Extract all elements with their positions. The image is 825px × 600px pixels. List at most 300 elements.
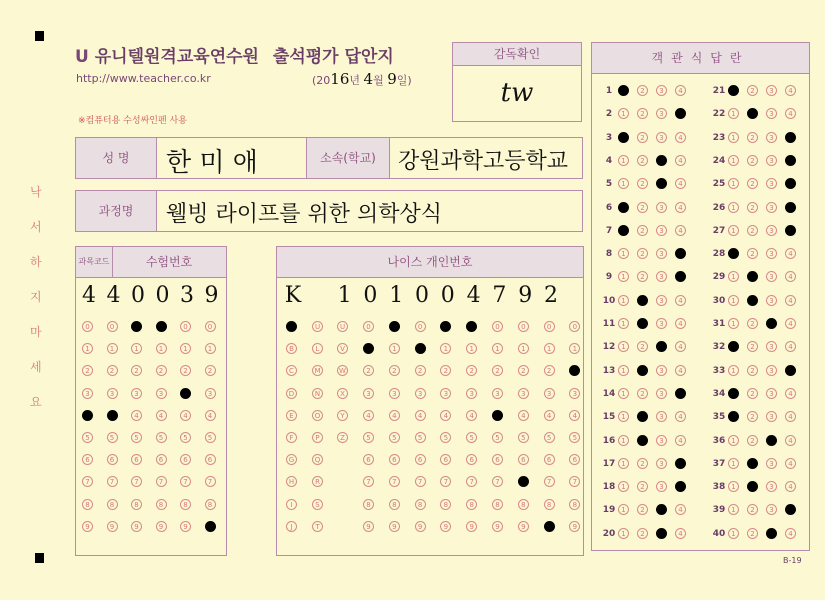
neis-digit-bubble[interactable]: 8	[389, 499, 400, 510]
neis-letter-bubble[interactable]: A	[286, 321, 297, 332]
answer-bubble[interactable]: 4	[675, 318, 686, 329]
neis-digit-bubble[interactable]: 5	[466, 432, 477, 443]
exam-code-bubble[interactable]: 7	[180, 476, 191, 487]
exam-code-bubble[interactable]: 6	[82, 454, 93, 465]
answer-bubble[interactable]: 1	[728, 202, 739, 213]
neis-digit-bubble[interactable]: 5	[363, 432, 374, 443]
answer-bubble[interactable]: 1	[618, 85, 629, 96]
neis-digit-bubble[interactable]: 2	[492, 365, 503, 376]
answer-bubble[interactable]: 3	[766, 85, 777, 96]
neis-digit-bubble[interactable]: 1	[518, 343, 529, 354]
neis-digit-bubble[interactable]: 5	[440, 432, 451, 443]
neis-digit-bubble[interactable]: 1	[415, 343, 426, 354]
answer-bubble[interactable]: 2	[747, 528, 758, 539]
answer-bubble[interactable]: 3	[656, 481, 667, 492]
neis-digit-bubble[interactable]: 4	[569, 410, 580, 421]
neis-letter-bubble[interactable]: I	[286, 499, 297, 510]
neis-digit-bubble[interactable]: 3	[415, 388, 426, 399]
neis-digit-bubble[interactable]: 2	[569, 365, 580, 376]
answer-bubble[interactable]: 2	[637, 388, 648, 399]
exam-code-bubble[interactable]: 2	[107, 365, 118, 376]
exam-code-bubble[interactable]: 7	[107, 476, 118, 487]
answer-bubble[interactable]: 2	[637, 504, 648, 515]
answer-bubble[interactable]: 1	[618, 528, 629, 539]
neis-digit-bubble[interactable]: 1	[466, 343, 477, 354]
exam-code-bubble[interactable]: 4	[82, 410, 93, 421]
answer-bubble[interactable]: 3	[766, 388, 777, 399]
answer-bubble[interactable]: 4	[675, 132, 686, 143]
answer-bubble[interactable]: 3	[656, 458, 667, 469]
answer-bubble[interactable]: 2	[637, 155, 648, 166]
answer-bubble[interactable]: 4	[785, 295, 796, 306]
neis-digit-bubble[interactable]: 9	[569, 521, 580, 532]
answer-bubble[interactable]: 4	[675, 225, 686, 236]
neis-digit-bubble[interactable]: 7	[415, 476, 426, 487]
exam-code-bubble[interactable]: 8	[156, 499, 167, 510]
neis-digit-bubble[interactable]: 2	[544, 365, 555, 376]
exam-code-bubble[interactable]: 7	[82, 476, 93, 487]
answer-bubble[interactable]: 1	[618, 341, 629, 352]
exam-code-bubble[interactable]: 9	[205, 521, 216, 532]
answer-bubble[interactable]: 4	[675, 411, 686, 422]
answer-bubble[interactable]: 1	[618, 202, 629, 213]
neis-digit-bubble[interactable]: 7	[569, 476, 580, 487]
exam-code-bubble[interactable]: 5	[156, 432, 167, 443]
neis-digit-bubble[interactable]: 2	[389, 365, 400, 376]
exam-code-bubble[interactable]: 9	[180, 521, 191, 532]
answer-bubble[interactable]: 2	[637, 85, 648, 96]
answer-bubble[interactable]: 3	[766, 295, 777, 306]
neis-letter-bubble[interactable]: C	[286, 365, 297, 376]
exam-code-bubble[interactable]: 1	[131, 343, 142, 354]
answer-bubble[interactable]: 1	[618, 178, 629, 189]
answer-bubble[interactable]: 3	[656, 225, 667, 236]
answer-bubble[interactable]: 3	[656, 318, 667, 329]
neis-digit-bubble[interactable]: 1	[363, 343, 374, 354]
answer-bubble[interactable]: 2	[747, 504, 758, 515]
neis-digit-bubble[interactable]: 9	[389, 521, 400, 532]
answer-bubble[interactable]: 1	[728, 248, 739, 259]
answer-bubble[interactable]: 4	[785, 528, 796, 539]
answer-bubble[interactable]: 4	[675, 528, 686, 539]
neis-letter-bubble[interactable]: F	[286, 432, 297, 443]
answer-bubble[interactable]: 3	[656, 341, 667, 352]
answer-bubble[interactable]: 3	[766, 435, 777, 446]
answer-bubble[interactable]: 2	[747, 225, 758, 236]
answer-bubble[interactable]: 1	[728, 388, 739, 399]
neis-digit-bubble[interactable]: 4	[363, 410, 374, 421]
neis-digit-bubble[interactable]: 3	[389, 388, 400, 399]
answer-bubble[interactable]: 3	[656, 85, 667, 96]
answer-bubble[interactable]: 1	[618, 108, 629, 119]
answer-bubble[interactable]: 2	[747, 202, 758, 213]
answer-bubble[interactable]: 2	[637, 271, 648, 282]
answer-bubble[interactable]: 2	[747, 271, 758, 282]
neis-letter-bubble[interactable]: O	[312, 410, 323, 421]
answer-bubble[interactable]: 4	[785, 225, 796, 236]
answer-bubble[interactable]: 2	[747, 132, 758, 143]
answer-bubble[interactable]: 2	[747, 108, 758, 119]
exam-code-bubble[interactable]: 0	[82, 321, 93, 332]
answer-bubble[interactable]: 4	[785, 504, 796, 515]
answer-bubble[interactable]: 1	[618, 504, 629, 515]
neis-digit-bubble[interactable]: 0	[440, 321, 451, 332]
answer-bubble[interactable]: 1	[728, 365, 739, 376]
neis-letter-bubble[interactable]: D	[286, 388, 297, 399]
answer-bubble[interactable]: 4	[675, 295, 686, 306]
exam-code-bubble[interactable]: 6	[156, 454, 167, 465]
answer-bubble[interactable]: 1	[618, 411, 629, 422]
answer-bubble[interactable]: 3	[766, 271, 777, 282]
exam-code-bubble[interactable]: 2	[205, 365, 216, 376]
answer-bubble[interactable]: 3	[656, 365, 667, 376]
neis-digit-bubble[interactable]: 8	[363, 499, 374, 510]
neis-digit-bubble[interactable]: 9	[466, 521, 477, 532]
answer-bubble[interactable]: 1	[618, 435, 629, 446]
answer-bubble[interactable]: 4	[785, 318, 796, 329]
answer-bubble[interactable]: 2	[747, 178, 758, 189]
answer-bubble[interactable]: 3	[656, 411, 667, 422]
exam-code-bubble[interactable]: 5	[131, 432, 142, 443]
answer-bubble[interactable]: 1	[728, 411, 739, 422]
neis-digit-bubble[interactable]: 3	[440, 388, 451, 399]
exam-code-bubble[interactable]: 1	[107, 343, 118, 354]
neis-digit-bubble[interactable]: 7	[518, 476, 529, 487]
answer-bubble[interactable]: 4	[675, 178, 686, 189]
answer-bubble[interactable]: 4	[675, 388, 686, 399]
neis-digit-bubble[interactable]: 0	[389, 321, 400, 332]
answer-bubble[interactable]: 3	[766, 504, 777, 515]
neis-letter-bubble[interactable]: W	[337, 365, 348, 376]
answer-bubble[interactable]: 4	[785, 435, 796, 446]
neis-digit-bubble[interactable]: 7	[363, 476, 374, 487]
exam-code-bubble[interactable]: 5	[205, 432, 216, 443]
answer-bubble[interactable]: 1	[618, 225, 629, 236]
exam-code-bubble[interactable]: 6	[180, 454, 191, 465]
exam-code-bubble[interactable]: 2	[156, 365, 167, 376]
neis-digit-bubble[interactable]: 4	[440, 410, 451, 421]
answer-bubble[interactable]: 1	[618, 365, 629, 376]
answer-bubble[interactable]: 3	[766, 341, 777, 352]
exam-code-bubble[interactable]: 9	[107, 521, 118, 532]
answer-bubble[interactable]: 4	[675, 155, 686, 166]
neis-digit-bubble[interactable]: 5	[569, 432, 580, 443]
neis-digit-bubble[interactable]: 9	[518, 521, 529, 532]
exam-code-bubble[interactable]: 1	[82, 343, 93, 354]
exam-code-bubble[interactable]: 3	[131, 388, 142, 399]
neis-digit-bubble[interactable]: 9	[415, 521, 426, 532]
neis-digit-bubble[interactable]: 0	[569, 321, 580, 332]
answer-bubble[interactable]: 4	[785, 85, 796, 96]
neis-digit-bubble[interactable]: 0	[544, 321, 555, 332]
neis-digit-bubble[interactable]: 8	[569, 499, 580, 510]
answer-bubble[interactable]: 2	[747, 365, 758, 376]
answer-bubble[interactable]: 1	[728, 178, 739, 189]
neis-digit-bubble[interactable]: 3	[363, 388, 374, 399]
neis-digit-bubble[interactable]: 6	[415, 454, 426, 465]
neis-digit-bubble[interactable]: 4	[544, 410, 555, 421]
exam-code-bubble[interactable]: 9	[156, 521, 167, 532]
answer-bubble[interactable]: 1	[728, 155, 739, 166]
exam-code-bubble[interactable]: 7	[205, 476, 216, 487]
answer-bubble[interactable]: 2	[747, 295, 758, 306]
neis-letter-bubble[interactable]: N	[312, 388, 323, 399]
answer-bubble[interactable]: 2	[747, 155, 758, 166]
neis-letter-bubble[interactable]: Y	[337, 410, 348, 421]
answer-bubble[interactable]: 1	[618, 271, 629, 282]
exam-code-bubble[interactable]: 9	[82, 521, 93, 532]
answer-bubble[interactable]: 3	[656, 271, 667, 282]
neis-digit-bubble[interactable]: 3	[466, 388, 477, 399]
answer-bubble[interactable]: 2	[747, 388, 758, 399]
answer-bubble[interactable]: 4	[675, 85, 686, 96]
neis-digit-bubble[interactable]: 1	[544, 343, 555, 354]
neis-digit-bubble[interactable]: 8	[544, 499, 555, 510]
answer-bubble[interactable]: 3	[656, 528, 667, 539]
exam-code-bubble[interactable]: 2	[180, 365, 191, 376]
exam-code-bubble[interactable]: 4	[131, 410, 142, 421]
answer-bubble[interactable]: 1	[618, 388, 629, 399]
answer-bubble[interactable]: 1	[618, 295, 629, 306]
neis-digit-bubble[interactable]: 0	[415, 321, 426, 332]
neis-digit-bubble[interactable]: 0	[466, 321, 477, 332]
answer-bubble[interactable]: 3	[656, 435, 667, 446]
answer-bubble[interactable]: 4	[785, 388, 796, 399]
answer-bubble[interactable]: 3	[766, 248, 777, 259]
neis-letter-bubble[interactable]: H	[286, 476, 297, 487]
neis-letter-bubble[interactable]: T	[312, 521, 323, 532]
neis-digit-bubble[interactable]: 8	[440, 499, 451, 510]
neis-letter-bubble[interactable]: G	[286, 454, 297, 465]
answer-bubble[interactable]: 4	[785, 132, 796, 143]
answer-bubble[interactable]: 4	[785, 365, 796, 376]
exam-code-bubble[interactable]: 9	[131, 521, 142, 532]
exam-code-bubble[interactable]: 4	[107, 410, 118, 421]
neis-digit-bubble[interactable]: 9	[440, 521, 451, 532]
answer-bubble[interactable]: 3	[766, 225, 777, 236]
answer-bubble[interactable]: 4	[675, 504, 686, 515]
exam-code-bubble[interactable]: 6	[131, 454, 142, 465]
neis-digit-bubble[interactable]: 8	[492, 499, 503, 510]
answer-bubble[interactable]: 2	[747, 411, 758, 422]
answer-bubble[interactable]: 2	[637, 528, 648, 539]
neis-letter-bubble[interactable]: S	[312, 499, 323, 510]
neis-digit-bubble[interactable]: 0	[518, 321, 529, 332]
exam-code-bubble[interactable]: 8	[131, 499, 142, 510]
answer-bubble[interactable]: 3	[656, 178, 667, 189]
answer-bubble[interactable]: 2	[637, 435, 648, 446]
answer-bubble[interactable]: 4	[785, 155, 796, 166]
exam-code-bubble[interactable]: 3	[82, 388, 93, 399]
neis-letter-bubble[interactable]: B	[286, 343, 297, 354]
neis-digit-bubble[interactable]: 1	[492, 343, 503, 354]
answer-bubble[interactable]: 1	[728, 481, 739, 492]
neis-letter-bubble[interactable]: V	[337, 343, 348, 354]
answer-bubble[interactable]: 2	[637, 132, 648, 143]
answer-bubble[interactable]: 3	[656, 132, 667, 143]
neis-digit-bubble[interactable]: 6	[466, 454, 477, 465]
answer-bubble[interactable]: 4	[785, 341, 796, 352]
answer-bubble[interactable]: 4	[675, 248, 686, 259]
answer-bubble[interactable]: 4	[675, 481, 686, 492]
answer-bubble[interactable]: 4	[675, 365, 686, 376]
neis-digit-bubble[interactable]: 4	[389, 410, 400, 421]
answer-bubble[interactable]: 1	[728, 528, 739, 539]
answer-bubble[interactable]: 4	[785, 178, 796, 189]
answer-bubble[interactable]: 2	[637, 248, 648, 259]
neis-digit-bubble[interactable]: 9	[363, 521, 374, 532]
answer-bubble[interactable]: 4	[675, 341, 686, 352]
answer-bubble[interactable]: 2	[637, 202, 648, 213]
exam-code-bubble[interactable]: 1	[205, 343, 216, 354]
exam-code-bubble[interactable]: 7	[156, 476, 167, 487]
neis-digit-bubble[interactable]: 1	[569, 343, 580, 354]
exam-code-bubble[interactable]: 8	[82, 499, 93, 510]
answer-bubble[interactable]: 3	[766, 132, 777, 143]
answer-bubble[interactable]: 2	[747, 481, 758, 492]
answer-bubble[interactable]: 4	[675, 271, 686, 282]
neis-digit-bubble[interactable]: 6	[440, 454, 451, 465]
exam-code-bubble[interactable]: 3	[180, 388, 191, 399]
neis-digit-bubble[interactable]: 5	[544, 432, 555, 443]
answer-bubble[interactable]: 3	[766, 202, 777, 213]
answer-bubble[interactable]: 4	[675, 108, 686, 119]
neis-digit-bubble[interactable]: 2	[466, 365, 477, 376]
answer-bubble[interactable]: 3	[656, 295, 667, 306]
neis-digit-bubble[interactable]: 8	[518, 499, 529, 510]
answer-bubble[interactable]: 2	[747, 85, 758, 96]
exam-code-bubble[interactable]: 3	[156, 388, 167, 399]
neis-digit-bubble[interactable]: 8	[466, 499, 477, 510]
answer-bubble[interactable]: 3	[766, 481, 777, 492]
neis-digit-bubble[interactable]: 1	[389, 343, 400, 354]
neis-digit-bubble[interactable]: 6	[544, 454, 555, 465]
exam-code-bubble[interactable]: 8	[180, 499, 191, 510]
answer-bubble[interactable]: 1	[618, 248, 629, 259]
answer-bubble[interactable]: 1	[728, 225, 739, 236]
answer-bubble[interactable]: 1	[728, 132, 739, 143]
neis-digit-bubble[interactable]: 1	[440, 343, 451, 354]
answer-bubble[interactable]: 3	[656, 388, 667, 399]
answer-bubble[interactable]: 2	[637, 225, 648, 236]
exam-code-bubble[interactable]: 4	[156, 410, 167, 421]
neis-digit-bubble[interactable]: 6	[492, 454, 503, 465]
neis-digit-bubble[interactable]: 3	[569, 388, 580, 399]
answer-bubble[interactable]: 4	[785, 411, 796, 422]
neis-digit-bubble[interactable]: 5	[389, 432, 400, 443]
exam-code-bubble[interactable]: 8	[205, 499, 216, 510]
answer-bubble[interactable]: 4	[785, 248, 796, 259]
answer-bubble[interactable]: 1	[728, 458, 739, 469]
neis-digit-bubble[interactable]: 3	[492, 388, 503, 399]
exam-code-bubble[interactable]: 5	[82, 432, 93, 443]
answer-bubble[interactable]: 3	[766, 318, 777, 329]
answer-bubble[interactable]: 2	[637, 411, 648, 422]
neis-digit-bubble[interactable]: 5	[415, 432, 426, 443]
neis-digit-bubble[interactable]: 7	[466, 476, 477, 487]
answer-bubble[interactable]: 1	[618, 481, 629, 492]
neis-digit-bubble[interactable]: 5	[518, 432, 529, 443]
neis-digit-bubble[interactable]: 2	[415, 365, 426, 376]
neis-digit-bubble[interactable]: 4	[466, 410, 477, 421]
answer-bubble[interactable]: 3	[766, 365, 777, 376]
neis-digit-bubble[interactable]: 6	[518, 454, 529, 465]
answer-bubble[interactable]: 3	[766, 178, 777, 189]
answer-bubble[interactable]: 3	[766, 458, 777, 469]
answer-bubble[interactable]: 4	[675, 435, 686, 446]
answer-bubble[interactable]: 2	[637, 295, 648, 306]
neis-digit-bubble[interactable]: 3	[518, 388, 529, 399]
answer-bubble[interactable]: 3	[766, 528, 777, 539]
answer-bubble[interactable]: 4	[785, 108, 796, 119]
answer-bubble[interactable]: 1	[728, 295, 739, 306]
exam-code-bubble[interactable]: 3	[205, 388, 216, 399]
answer-bubble[interactable]: 4	[785, 481, 796, 492]
answer-bubble[interactable]: 3	[656, 108, 667, 119]
answer-bubble[interactable]: 1	[728, 271, 739, 282]
answer-bubble[interactable]: 1	[618, 458, 629, 469]
answer-bubble[interactable]: 1	[618, 318, 629, 329]
exam-code-bubble[interactable]: 5	[107, 432, 118, 443]
answer-bubble[interactable]: 1	[728, 435, 739, 446]
exam-code-bubble[interactable]: 0	[131, 321, 142, 332]
neis-digit-bubble[interactable]: 6	[363, 454, 374, 465]
exam-code-bubble[interactable]: 8	[107, 499, 118, 510]
neis-letter-bubble[interactable]: U	[312, 321, 323, 332]
neis-letter-bubble[interactable]: Z	[337, 432, 348, 443]
answer-bubble[interactable]: 2	[637, 318, 648, 329]
answer-bubble[interactable]: 1	[728, 504, 739, 515]
neis-digit-bubble[interactable]: 7	[544, 476, 555, 487]
answer-bubble[interactable]: 1	[728, 341, 739, 352]
exam-code-bubble[interactable]: 6	[107, 454, 118, 465]
neis-digit-bubble[interactable]: 7	[492, 476, 503, 487]
answer-bubble[interactable]: 2	[637, 481, 648, 492]
neis-digit-bubble[interactable]: 2	[363, 365, 374, 376]
exam-code-bubble[interactable]: 0	[205, 321, 216, 332]
answer-bubble[interactable]: 1	[728, 318, 739, 329]
answer-bubble[interactable]: 2	[637, 458, 648, 469]
answer-bubble[interactable]: 1	[618, 155, 629, 166]
answer-bubble[interactable]: 3	[656, 504, 667, 515]
exam-code-bubble[interactable]: 1	[156, 343, 167, 354]
answer-bubble[interactable]: 4	[675, 202, 686, 213]
exam-code-bubble[interactable]: 1	[180, 343, 191, 354]
answer-bubble[interactable]: 4	[785, 271, 796, 282]
neis-letter-bubble[interactable]: R	[312, 476, 323, 487]
neis-letter-bubble[interactable]: L	[312, 343, 323, 354]
exam-code-bubble[interactable]: 0	[156, 321, 167, 332]
answer-bubble[interactable]: 4	[785, 458, 796, 469]
exam-code-bubble[interactable]: 2	[82, 365, 93, 376]
answer-bubble[interactable]: 1	[728, 108, 739, 119]
exam-code-bubble[interactable]: 2	[131, 365, 142, 376]
neis-digit-bubble[interactable]: 8	[415, 499, 426, 510]
answer-bubble[interactable]: 3	[656, 155, 667, 166]
neis-digit-bubble[interactable]: 0	[492, 321, 503, 332]
exam-code-bubble[interactable]: 4	[205, 410, 216, 421]
neis-digit-bubble[interactable]: 2	[518, 365, 529, 376]
neis-letter-bubble[interactable]: X	[337, 388, 348, 399]
neis-digit-bubble[interactable]: 4	[518, 410, 529, 421]
answer-bubble[interactable]: 3	[766, 108, 777, 119]
neis-digit-bubble[interactable]: 6	[569, 454, 580, 465]
neis-digit-bubble[interactable]: 4	[492, 410, 503, 421]
exam-code-bubble[interactable]: 0	[107, 321, 118, 332]
answer-bubble[interactable]: 2	[747, 458, 758, 469]
exam-code-bubble[interactable]: 7	[131, 476, 142, 487]
neis-digit-bubble[interactable]: 5	[492, 432, 503, 443]
